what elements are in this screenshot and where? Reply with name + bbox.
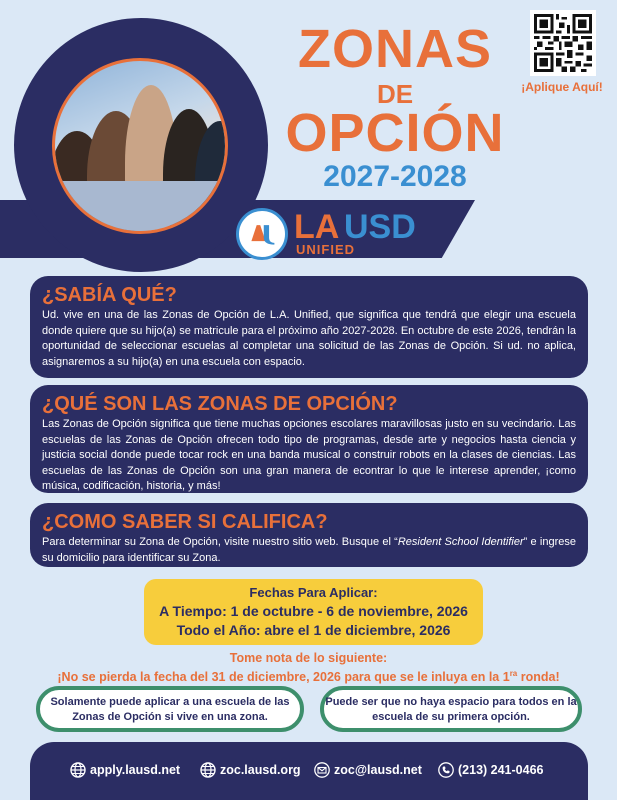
footer-email-text: zoc@lausd.net bbox=[334, 763, 422, 777]
dates-box bbox=[144, 579, 483, 645]
qr-code[interactable] bbox=[530, 10, 596, 76]
section-heading: ¿QUÉ SON LAS ZONAS DE OPCIÓN? bbox=[42, 393, 398, 415]
footer-website-zoc[interactable] bbox=[200, 762, 301, 780]
section-como-saber bbox=[30, 503, 588, 567]
footer-website-apply[interactable] bbox=[70, 762, 180, 780]
body-text: ” e ingrese su domicilio para identificar su Zona. bbox=[42, 536, 576, 564]
logo-la-text: LA bbox=[294, 208, 340, 246]
title-de: DE bbox=[376, 79, 414, 109]
section-heading: ¿SABÍA QUÉ? bbox=[42, 284, 177, 306]
info-pill-space: Puede ser que no haya espacio para todos en la escuela de su primera opción. bbox=[320, 686, 582, 732]
note-text-before: ¡No se pierda la fecha del 31 de diciembre, 2026 para que se le inluya en la 1 bbox=[57, 670, 510, 685]
note-heading: Tome nota de lo siguiente: bbox=[229, 651, 388, 665]
mail-icon bbox=[314, 762, 330, 778]
dates-heading: Fechas Para Aplicar: bbox=[249, 585, 378, 600]
note-text-after: ronda! bbox=[517, 670, 560, 685]
title-opcion: OPCIÓN bbox=[285, 103, 505, 163]
qr-code-icon bbox=[534, 14, 592, 72]
logo-usd-text: USD bbox=[344, 208, 416, 246]
note bbox=[0, 650, 617, 685]
info-pill-zone-residence: Solamente puede aplicar a una escuela de las Zonas de Opción si vive en una zona. bbox=[36, 686, 304, 732]
students-photo bbox=[52, 58, 228, 234]
footer-phone[interactable] bbox=[438, 762, 543, 780]
footer-website-zoc-text: zoc.lausd.org bbox=[220, 763, 301, 777]
globe-icon bbox=[70, 762, 86, 778]
section-heading: ¿COMO SABER SI CALIFICA? bbox=[42, 511, 328, 533]
lausd-seal-icon bbox=[236, 208, 288, 260]
resident-school-identifier: Resident School Identifier bbox=[397, 536, 524, 548]
section-body bbox=[42, 535, 576, 566]
footer-phone-text: (213) 241-0466 bbox=[458, 763, 544, 777]
section-que-son bbox=[30, 385, 588, 493]
footer-email[interactable] bbox=[314, 762, 422, 780]
note-text bbox=[0, 666, 617, 685]
phone-icon bbox=[438, 762, 454, 778]
body-text: Para determinar su Zona de Opción, visite nuestro sitio web. Busque el “ bbox=[42, 536, 398, 548]
section-body: Las Zonas de Opción significa que tiene muchas opciones escolares maravillosas justo en su vecindario. Las escuelas de las Zonas de Opción ofrecen todo tipo de programas, desde arte y negocios hasta ciencia y justicia social donde puede tocar rock en una banda musical o construir robots en la clases de ciencias. Las escuelas de las Zonas de Opción son una gran manera de econtrar lo que le interese aprender, ¡como música, codificación, historia, y más! bbox=[42, 418, 576, 492]
dates-on-time: A Tiempo: 1 de octubre - 6 de noviembre, 2026 bbox=[159, 603, 468, 619]
globe-icon bbox=[200, 762, 216, 778]
section-body: Ud. vive en una de las Zonas de Opción de L.A. Unified, que significa que tendrá que elegir una escuela donde quiere que su hijo(a) se matricule para el próximo año 2027-2028. En octubre de este 2026, tendrán la oportunidad de seleccionar escuelas al completar una solicitud de las Zonas de Opción. Si ud. no aplica, asignaremos a su hijo(a) en una escuela con espacio. bbox=[42, 309, 576, 368]
logo-unified-text: UNIFIED bbox=[296, 242, 355, 257]
section-sabia-que bbox=[30, 276, 588, 378]
dates-all-year: Todo el Año: abre el 1 de diciembre, 2026 bbox=[176, 622, 451, 638]
contact-footer bbox=[30, 742, 588, 800]
title-zonas: ZONAS bbox=[298, 19, 492, 79]
title-years: 2027-2028 bbox=[323, 160, 467, 193]
lausd-logo bbox=[232, 206, 432, 262]
footer-website-apply-text: apply.lausd.net bbox=[90, 763, 181, 777]
apply-here-label: ¡Aplique Aquí! bbox=[521, 80, 603, 94]
note-superscript: ra bbox=[509, 669, 518, 678]
